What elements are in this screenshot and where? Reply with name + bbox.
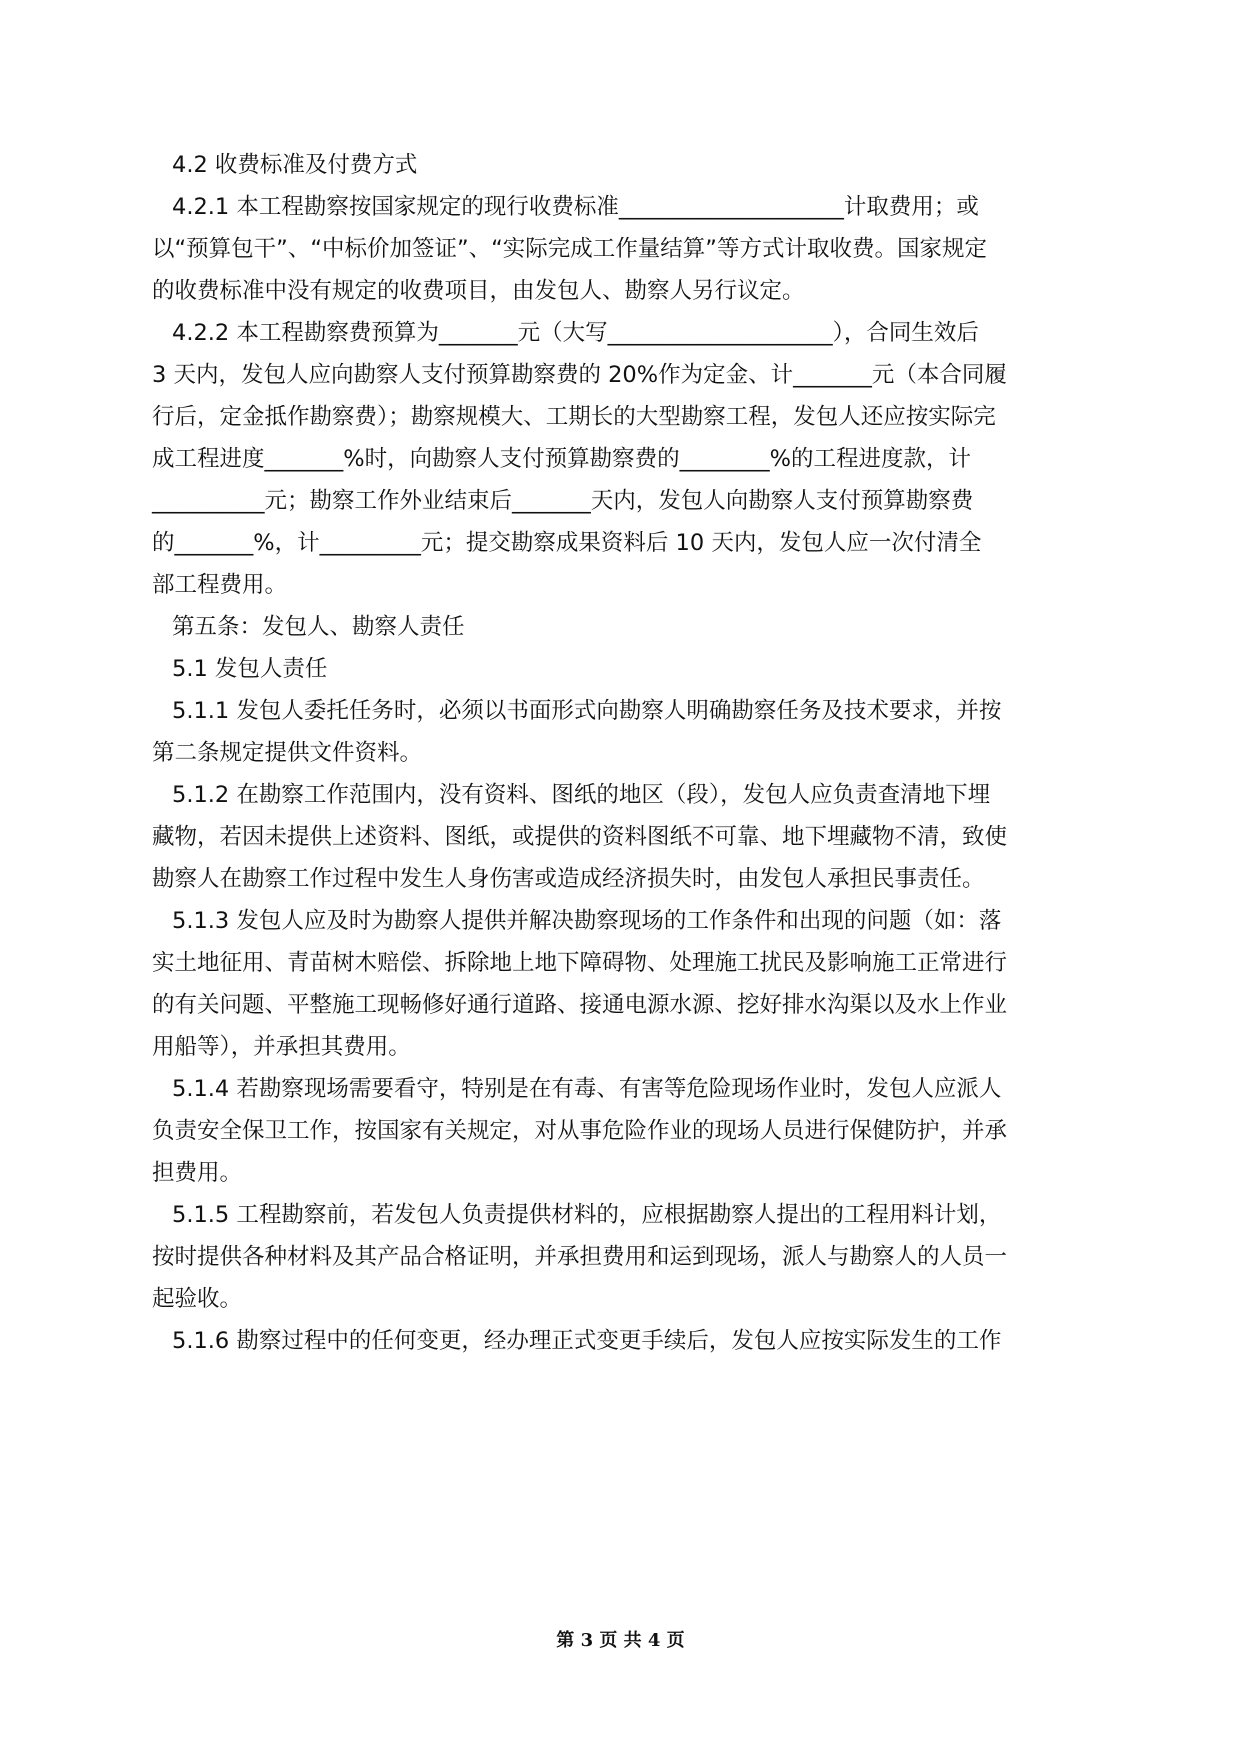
paragraph-line: 5.1.6 勘察过程中的任何变更，经办理正式变更手续后，发包人应按实际发生的工作 [172,1328,1002,1354]
paragraph-line: 实土地征用、青苗树木赔偿、拆除地上地下障碍物、处理施工扰民及影响施工正常进行 [152,950,1008,976]
paragraph-line: __________元；勘察工作外业结束后_______天内，发包人向勘察人支付预算勘察费 [152,488,974,514]
paragraph-line: 5.1.2 在勘察工作范围内，没有资料、图纸的地区（段），发包人应负责查清地下埋 [172,782,991,808]
paragraph-line: 部工程费用。 [152,572,288,598]
paragraph-line: 成工程进度_______%时，向勘察人支付预算勘察费的________%的工程进度款，计 [152,446,972,472]
paragraph-line: 5.1.3 发包人应及时为勘察人提供并解决勘察现场的工作条件和出现的问题（如：落 [172,908,1002,934]
paragraph-line: 用船等），并承担其费用。 [152,1034,411,1060]
paragraph-line: 藏物，若因未提供上述资料、图纸，或提供的资料图纸不可靠、地下埋藏物不清，致使 [152,824,1008,850]
paragraph-line: 的有关问题、平整施工现畅修好通行道路、接通电源水源、挖好排水沟渠以及水上作业 [152,992,1008,1018]
paragraph-line: 4.2.2 本工程勘察费预算为_______元（大写____________________），合同生效后 [172,320,979,346]
paragraph-line: 担费用。 [152,1160,243,1186]
paragraph-line: 起验收。 [152,1286,243,1312]
paragraph-line: 3 天内，发包人应向勘察人支付预算勘察费的 20%作为定金、计_______元（本合同履 [152,362,1007,388]
article-heading: 第五条：发包人、勘察人责任 [172,614,465,640]
paragraph-line: 第二条规定提供文件资料。 [152,740,423,766]
paragraph-line: 行后，定金抵作勘察费）；勘察规模大、工期长的大型勘察工程，发包人还应按实际完 [152,404,996,430]
paragraph-line: 的_______%，计_________元；提交勘察成果资料后 10 天内，发包人应一次付清全 [152,530,982,556]
paragraph-line: 的收费标准中没有规定的收费项目，由发包人、勘察人另行议定。 [152,278,805,304]
paragraph-line: 按时提供各种材料及其产品合格证明，并承担费用和运到现场，派人与勘察人的人员一 [152,1244,1008,1270]
section-heading: 5.1 发包人责任 [172,656,328,682]
paragraph-line: 5.1.4 若勘察现场需要看守，特别是在有毒、有害等危险现场作业时，发包人应派人 [172,1076,1002,1102]
paragraph-line: 勘察人在勘察工作过程中发生人身伤害或造成经济损失时，由发包人承担民事责任。 [152,866,985,892]
paragraph-line: 4.2.1 本工程勘察按国家规定的现行收费标准____________________计取费用；或 [172,194,979,220]
paragraph-line: 5.1.5 工程勘察前，若发包人负责提供材料的，应根据勘察人提出的工程用料计划， [172,1202,1002,1228]
paragraph-line: 以“预算包干”、“中标价加签证”、“实际完成工作量结算”等方式计取收费。国家规定 [152,236,987,262]
page-number-footer: 第 3 页 共 4 页 [556,1630,685,1651]
paragraph-line: 5.1.1 发包人委托任务时，必须以书面形式向勘察人明确勘察任务及技术要求，并按 [172,698,1002,724]
section-heading: 4.2 收费标准及付费方式 [172,152,418,178]
paragraph-line: 负责安全保卫工作，按国家有关规定，对从事危险作业的现场人员进行保健防护，并承 [152,1118,1008,1144]
